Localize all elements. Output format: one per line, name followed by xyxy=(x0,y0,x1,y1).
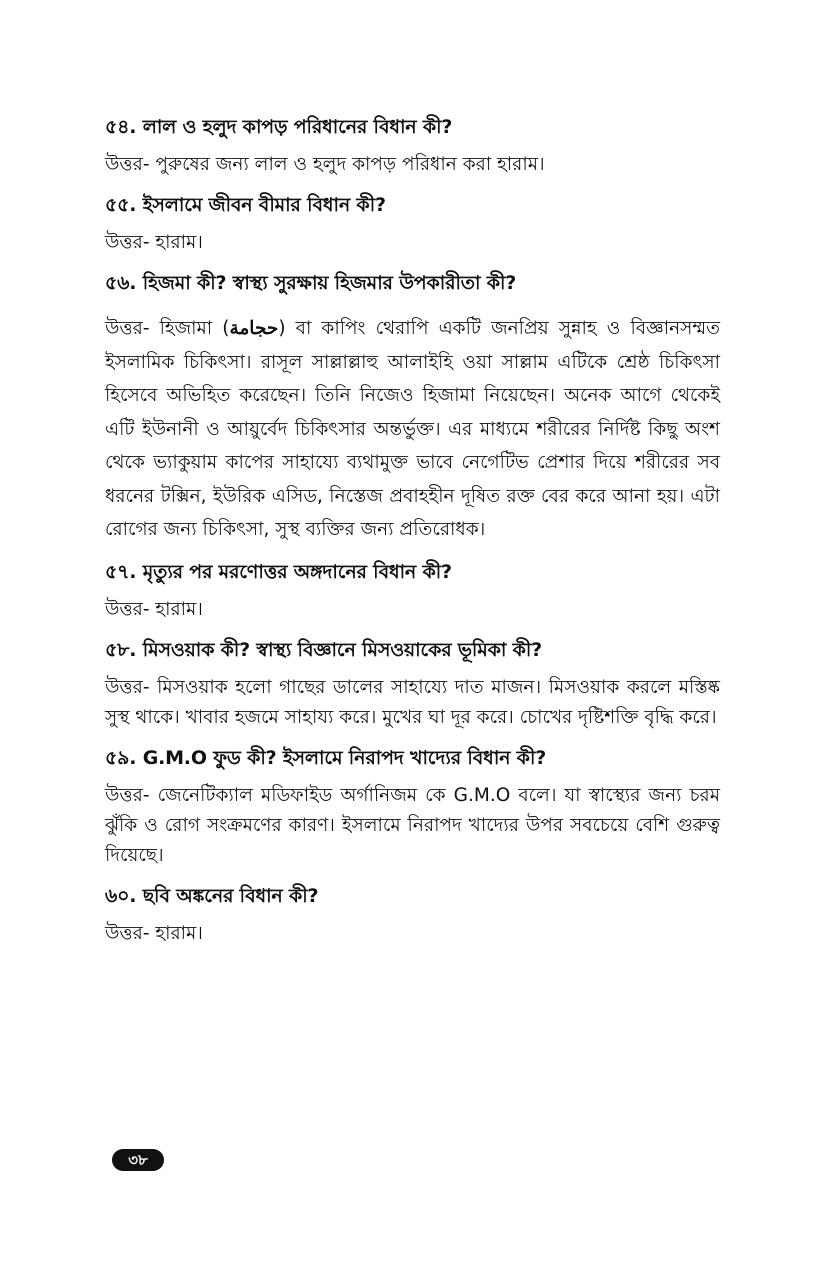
question-58: ৫৮. মিসওয়াক কী? স্বাস্থ্য বিজ্ঞানে মিসওয়াকের ভূমিকা কী? xyxy=(105,638,542,661)
page-number-badge: ৩৮ xyxy=(112,1149,164,1171)
arabic-term: حجامة xyxy=(229,318,279,339)
question-56: ৫৬. হিজমা কী? স্বাস্থ্য সুরক্ষায় হিজমার উপকারীতা কী? xyxy=(105,272,517,294)
answer-56-prefix: উত্তর- হিজামা ( xyxy=(105,318,230,339)
question-60: ৬০. ছবি অঙ্কনের বিধান কী? xyxy=(105,884,319,907)
question-55: ৫৫. ইসলামে জীবন বীমার বিধান কী? xyxy=(105,194,386,216)
question-54: ৫৪. লাল ও হলুদ কাপড় পরিধানের বিধান কী? xyxy=(105,116,453,138)
answer-56-body: ) বা কাপিং থেরাপি একটি জনপ্রিয় সুন্নাহ ও বিজ্ঞানসম্মত ইসলামিক চিকিৎসা। রাসূল সাল্লাল্লাহু আলাইহি ওয়া সাল্লাম এটিকে শ্রেষ্ঠ চিকিৎসা হিসেবে অভিহিত করেছেন। তিনি নিজেও হিজামা নিয়েছেন। অনেক আগে থেকেই এটি ইউনানী ও আয়ুর্বেদ চিকিৎসার অন্তর্ভুক্ত। এর মাধ্যমে শরীরের নির্দিষ্ট কিছু অংশ থেকে ভ্যাকুয়াম কাপের সাহায্যে ব্যথামুক্ত ভাবে নেগেটিভ প্রেশার দিয়ে শরীরের সব ধরনের টক্সিন, ইউরিক এসিড, নিস্তেজ প্রবাহহীন দূষিত রক্ত বের করে আনা হয়। এটা রোগের জন্য চিকিৎসা, সুস্থ ব্যক্তির জন্য প্রতিরোধক। xyxy=(105,318,720,540)
answer-56 xyxy=(105,312,720,547)
answer-55: উত্তর- হারাম। xyxy=(105,232,203,253)
question-59: ৫৯. G.M.O ফুড কী? ইসলামে নিরাপদ খাদ্যের বিধান কী? xyxy=(105,746,547,769)
answer-60: উত্তর- হারাম। xyxy=(105,922,203,944)
answer-59: উত্তর- জেনেটিক্যাল মডিফাইড অর্গানিজম কে G.M.O বলে। যা স্বাস্থ্যের জন্য চরম ঝুঁকি ও রোগ সংক্রমণের কারণ। ইসলামে নিরাপদ খাদ্যের উপর সবচেয়ে বেশি গুরুত্ব দিয়েছে। xyxy=(105,784,720,866)
answer-57: উত্তর- হারাম। xyxy=(105,598,203,620)
page-content xyxy=(105,112,720,959)
answer-58: উত্তর- মিসওয়াক হলো গাছের ডালের সাহায্যে দাত মাজন। মিসওয়াক করলে মস্তিষ্ক সুস্থ থাকে। খাবার হজমে সাহায্য করে। মুখের ঘা দূর করে। চোখের দৃষ্টিশক্তি বৃদ্ধি করে। xyxy=(105,676,720,728)
question-57: ৫৭. মৃত্যুর পর মরণোত্তর অঙ্গদানের বিধান কী? xyxy=(105,560,452,583)
answer-54: উত্তর- পুরুষের জন্য লাল ও হলুদ কাপড় পরিধান করা হারাম। xyxy=(105,154,545,175)
